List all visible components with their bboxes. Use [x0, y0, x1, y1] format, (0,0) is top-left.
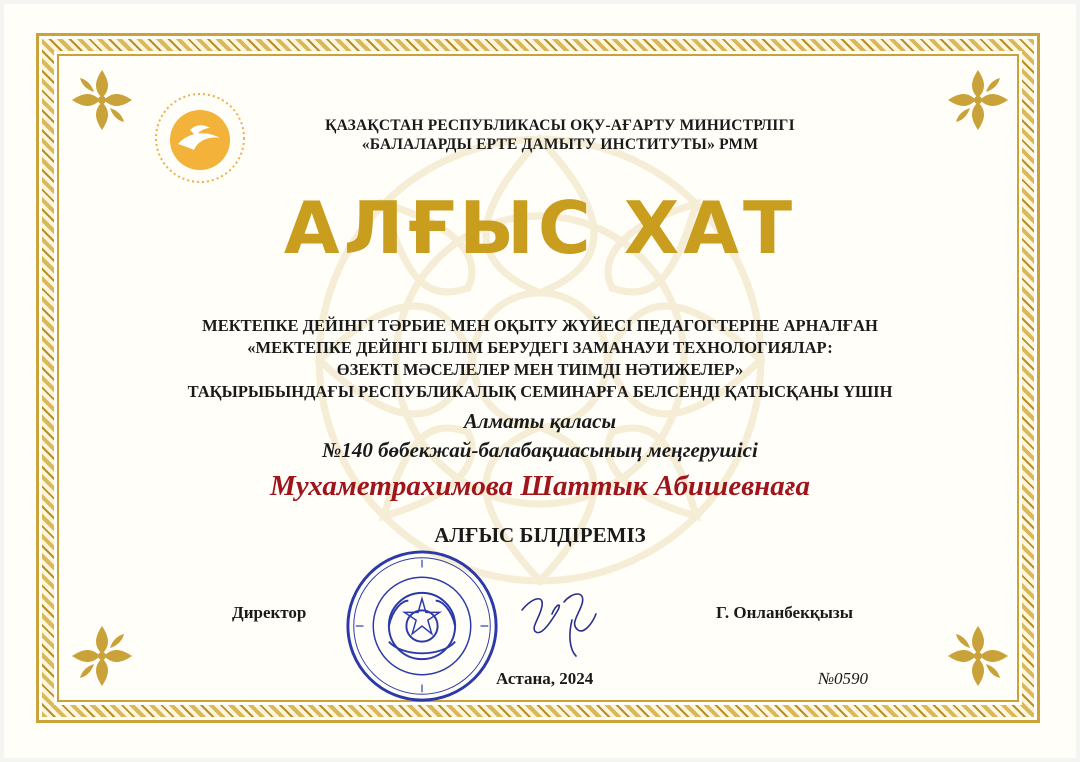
institute-header: «БАЛАЛАРДЫ ЕРТЕ ДАМЫТУ ИНСТИТУТЫ» РММ	[361, 136, 759, 153]
certificate-number: №0590	[818, 669, 869, 688]
corner-ornament-icon	[62, 60, 142, 140]
corner-ornament-icon	[938, 60, 1018, 140]
organization: №140 бөбекжай-балабақшасының меңгерушісі	[322, 438, 758, 462]
certificate-title: АЛҒЫС ХАТ	[283, 186, 797, 270]
city: Алматы қаласы	[463, 409, 617, 433]
corner-ornament-icon	[62, 616, 142, 696]
body-line: ТАҚЫРЫБЫНДАҒЫ РЕСПУБЛИКАЛЫҚ СЕМИНАРҒА БЕЛСЕНДІ ҚАТЫСҚАНЫ ҮШІН	[187, 382, 893, 401]
body-line: МЕКТЕПКЕ ДЕЙІНГІ ТӘРБИЕ МЕН ОҚЫТУ ЖҮЙЕСІ ПЕДАГОГТЕРІНЕ АРНАЛҒАН	[202, 316, 878, 335]
recipient-name: Мухаметрахимова Шаттык Абишевнаға	[270, 470, 810, 502]
signer-name: Г. Онланбекқызы	[716, 603, 854, 622]
corner-ornament-icon	[938, 616, 1018, 696]
body-line: ӨЗЕКТІ МӘСЕЛЕЛЕР МЕН ТИІМДІ НӘТИЖЕЛЕР»	[336, 360, 744, 379]
ministry-header: ҚАЗАҚСТАН РЕСПУБЛИКАСЫ ОҚУ-АҒАРТУ МИНИСТРЛІГІ	[325, 117, 795, 134]
thanks-statement: АЛҒЫС БІЛДІРЕМІЗ	[434, 523, 646, 547]
official-stamp-icon	[344, 548, 500, 704]
institute-logo-icon	[150, 88, 250, 188]
director-label: Директор	[232, 603, 307, 622]
body-line: «МЕКТЕПКЕ ДЕЙІНГІ БІЛІМ БЕРУДЕГІ ЗАМАНАУИ ТЕХНОЛОГИЯЛАР:	[247, 338, 833, 357]
place-and-year: Астана, 2024	[496, 669, 594, 688]
signature-icon	[512, 580, 612, 660]
